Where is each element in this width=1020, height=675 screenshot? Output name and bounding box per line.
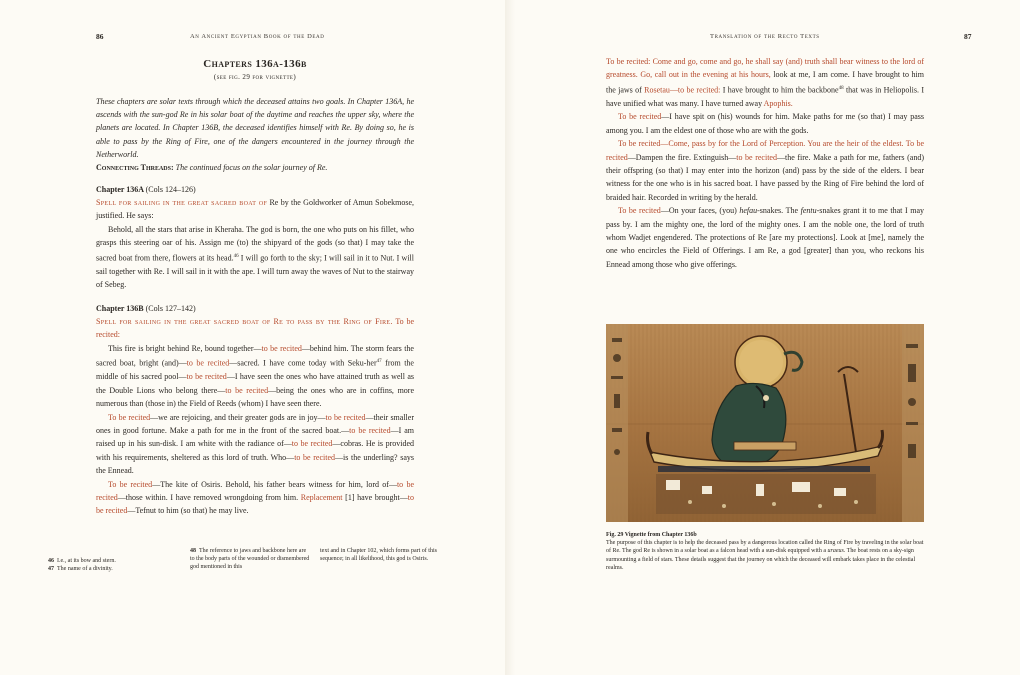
rubric-text: to be recited (96, 492, 415, 516)
papyrus-vignette-art (606, 324, 924, 522)
rubric-text: Apophis. (763, 98, 793, 108)
rubric-text: Replacement (300, 492, 343, 502)
paragraph-text: —is the underling? says the Ennead. (96, 452, 414, 476)
paragraph (96, 411, 414, 478)
paragraph-text: -snakes. The (757, 206, 801, 216)
paragraph (96, 478, 414, 518)
paragraph (606, 55, 924, 110)
rubric-text: To be recited: (96, 317, 414, 340)
rubric-line (96, 315, 414, 342)
footnote-number: 47 (48, 566, 54, 572)
rubric-text: to be recited (96, 479, 414, 502)
rubric-text: to be recited (291, 439, 333, 449)
paragraph (606, 204, 924, 271)
rubric-text: To be recited (618, 112, 662, 122)
section-136b (96, 302, 414, 518)
paragraph (96, 342, 414, 411)
rubric-text: To be recited—Come, pass by for the Lord of Perception. You are the heir of the eldest. To be recited (606, 139, 924, 162)
running-head-right: Translation of the Recto Texts (710, 33, 820, 40)
rubric-text: To be recited: Come and go, come and go, he shall say (and) truth shall bear witness to the lord of greatness. Go, call out in the evening at his hours, (606, 57, 924, 80)
rubric-text: Spell for sailing in the great sacred boat of (96, 198, 268, 207)
paragraph-text: —On your faces, (you) (660, 206, 740, 216)
italic-term: fentu (800, 206, 817, 216)
rubric-text: to be recited (736, 152, 777, 162)
paragraph-text: —being the ones who are in coffins, more numerous than (those in) the Field of Reeds (whom) I have seen there. (96, 385, 415, 409)
paragraph-text: —their smaller ones in good fortune. Make a path for me in the front of the sacred boat.— (96, 412, 414, 435)
caption-label: Fig. 29 Vignette from Chapter 136b (606, 532, 697, 538)
paragraph-text: [1] have brought— (342, 492, 408, 502)
paragraph-text: —The kite of Osiris. Behold, his father bears witness for him, lord of— (152, 479, 397, 489)
section-heading-text: Chapter 136B (96, 304, 144, 313)
paragraph-text: —we are rejoicing, and their greater gods are in joy— (150, 412, 326, 422)
paragraph-text: —behind him. The storm fears the sacred boat, bright (and)— (96, 343, 414, 368)
section-heading (96, 183, 414, 196)
paragraph-text: Behold, all the stars that arise in Kheraha. The god is born, the one who puts on his fillet, who grasps this steering oar of his. Assign me (to) the shipyard of the gods (so that) I may take the sacred boat from there, flowers at its head. (96, 224, 414, 263)
paragraph (606, 110, 924, 137)
footnote-text: The reference to jaws and backbone here are to the body parts of the wounded or dismembered god mentioned in this (190, 548, 310, 570)
chapter-title: Chapters 136a-136b (203, 58, 307, 70)
section-136a (96, 183, 414, 292)
paragraph-text: that was in Heliopolis. I have unified what was many. I have turned away (606, 85, 925, 108)
paragraph-text: I have brought to him the backbone (720, 85, 839, 95)
gutter (505, 0, 515, 675)
paragraph (606, 137, 924, 204)
caption-text: The purpose of this chapter is to help the deceased pass by a dangerous location called the Ring of Fire by traveling in the solar boat of Re. The god Re is shown in a solar boat as a falcon head with a sun-disk equipped with a (606, 540, 924, 555)
paragraph-text: from the middle of his sacred pool— (96, 358, 414, 382)
footnote-number: 46 (48, 558, 54, 564)
connecting-threads-text: The continued focus on the solar journey of Re. (175, 163, 328, 173)
footnote-number: 48 (190, 548, 196, 554)
paragraph-text: —I have seen the ones who have attained truth as well as the Double Lions who belong there— (96, 372, 415, 395)
footnote-text: text and in Chapter 102, which forms part of this sequence; in all likelihood, this god is Osiris. (320, 548, 437, 562)
paragraph-text: —Tefnut to him (so that) he may live. (127, 506, 249, 516)
footnote-text: I.e., at its bow and stern. (57, 558, 116, 564)
rubric-text: to be recited (349, 425, 391, 435)
rubric-tail: Re by the Goldworker of Amun Sobekmose, justified. He says: (96, 198, 415, 221)
paragraph-text: —the fire. Make a path for me, fathers (and) their offspring (so that) I may enter into the horizon (and) pass by the side of the elders. I bear witness for the one who is in his sacred boat. I have passed by the Ring of Fire behind the lord of braided hair. Recorded in writing by the herald. (606, 152, 924, 202)
section-columns: (Cols 124–126) (145, 185, 196, 194)
footnote-46 (48, 557, 176, 565)
page-number-right: 87 (964, 32, 972, 41)
paragraph-text: —I have spit on (his) wounds for him. Make paths for me (so that) I may pass among you. I am the eldest one of those who are with the gods. (606, 112, 924, 135)
rubric-text: to be recited (225, 385, 269, 395)
italic-term: uraeus (827, 548, 844, 555)
rubric-text: to be recited (186, 358, 230, 368)
footnote-48-col-1 (190, 547, 312, 571)
rubric-text: to be recited (294, 452, 335, 462)
paragraph-text: This fire is bright behind Re, bound together— (108, 343, 262, 353)
paragraph-text: —cobras. He is provided with his requirements, sheltered as this lord of truth. Who— (96, 439, 415, 462)
footnote-47 (48, 565, 176, 573)
footnotes-col-1 (48, 557, 176, 573)
paragraph-text: I will go forth to the sky; I will sail in it to Nut. I will sail together with Re. I will sail in it with the ape. I will turn away the waves of Nut to the stairway of Sebeg. (96, 253, 414, 290)
note-ref: 48 (838, 85, 844, 91)
left-page (10, 0, 500, 675)
rubric-text: to be recited (261, 343, 302, 353)
rubric-text: to be recited (325, 412, 366, 422)
paragraph (96, 223, 414, 292)
page-number-left: 86 (96, 32, 104, 41)
rubric-text: to be recited (186, 372, 227, 382)
vignette-falcon-boat-illustration (606, 324, 924, 522)
paragraph-text: —I am raised up in his sun-disk. I am white with the radiance of— (96, 425, 414, 449)
footnote-48-col-2 (320, 547, 452, 563)
connecting-threads-label: Connecting Threads: (96, 163, 174, 173)
section-columns: (Cols 127–142) (145, 304, 196, 313)
intro-paragraph (96, 95, 414, 174)
running-head-left: An Ancient Egyptian Book of the Dead (190, 33, 325, 40)
section-heading (96, 302, 414, 315)
rubric-text: To be recited (618, 206, 661, 216)
paragraph-text: look at me, I am come. I have brought to him the jaws of (606, 70, 924, 95)
paragraph-text: -snakes grant it to me that I may pass by. I am the mighty one, the lord of the mighty ones. I am the noble one, the lord of truth whom Wadjet engendered. The protections of Re [are my protections]. Look at [me], namely the one who encircles the Field of Offerings. I am Re, a god [greater] than you, who reckons his Ennead among those who give offerings. (606, 206, 925, 269)
rubric-text: To be recited (108, 412, 151, 422)
italic-term: hefau (739, 206, 758, 216)
rubric-text: To be recited (108, 479, 153, 489)
caption-text: . The boat rests on a sky-sign surmounting a field of stars. These details suggest that the journey on which the deceased will embark takes place in the celestial realms. (606, 548, 916, 571)
intro-text: These chapters are solar texts through which the deceased attains two goals. In Chapter 136A, he ascends with the sun-god Re in his solar boat of the daytime and reaches the upper sky, where the planets are located. In Chapter 136B, the deceased identifies himself with Re. By doing so, he is able to pass by the Ring of Fire, one of the dangers encountered in the journey through the Netherworld. (96, 97, 414, 159)
right-body-text (606, 55, 924, 271)
rubric-text: Spell for sailing in the great sacred boat of Re to pass by the Ring of Fire. (96, 317, 393, 326)
rubric-text: Rosetau—to be recited: (644, 85, 721, 95)
rubric-line (96, 196, 414, 223)
note-ref: 47 (376, 359, 382, 365)
note-ref: 46 (233, 253, 239, 259)
right-page (520, 0, 1010, 675)
section-heading-text: Chapter 136A (96, 185, 144, 194)
paragraph-text: —Dampen the fire. Extinguish— (627, 152, 737, 162)
paragraph-text: —those within. I have removed wrongdoing from him. (117, 492, 299, 502)
chapter-subtitle: (see fig. 29 for vignette) (213, 73, 297, 81)
figure-caption (606, 531, 924, 572)
footnote-text: The name of a divinity. (57, 566, 113, 572)
paragraph-text: —sacred. I have come today with Seku-her (229, 358, 377, 368)
